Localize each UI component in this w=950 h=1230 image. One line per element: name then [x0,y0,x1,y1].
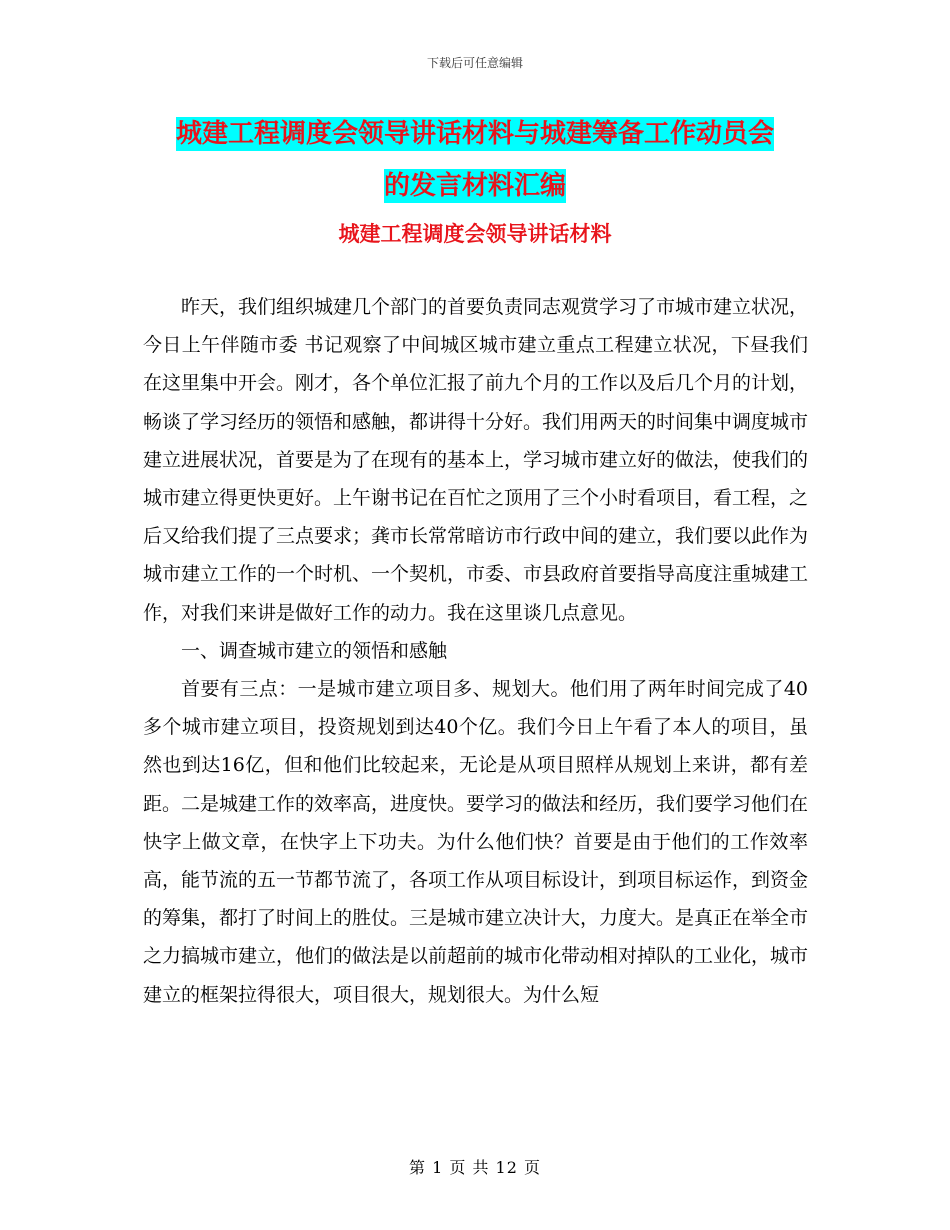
paragraph-1: 昨天，我们组织城建几个部门的首要负责同志观赏学习了市城市建立状况，今日上午伴随市委 书记观察了中间城区城市建立重点工程建立状况，下昼我们在这里集中开会。刚才，各个单位汇报了前九个月的工作以及后几个月的计划，畅谈了学习经历的领悟和感触，都讲得十分好。我们用两天的时间集中调度城市建立进展状况，首要是为了在现有的基本上，学习城市建立好的做法，使我们的城市建立得更快更好。上午谢书记在百忙之顶用了三个小时看项目，看工程，之后又给我们提了三点要求；龚市长常常暗访市行政中间的建立，我们要以此作为城市建立工作的一个时机、一个契机，市委、市县政府首要指导高度注重城建工作，对我们来讲是做好工作的动力。我在这里谈几点意见。 [143,296,809,624]
paragraph-2-heading: 一、调查城市建立的领悟和感触 [181,639,448,662]
page-number-footer: 第 1 页 共 12 页 [409,1158,541,1177]
body-text [143,288,808,1014]
document-title [145,108,805,212]
document-title-line-1: 城建工程调度会领导讲话材料与城建筹备工作动员会 [175,119,774,149]
document-title-line-2: 的发言材料汇编 [383,171,566,201]
section-title: 城建工程调度会领导讲话材料 [338,222,612,246]
paragraph-3: 首要有三点：一是城市建立项目多、规划大。他们用了两年时间完成了40多个城市建立项目，投资规划到达40个亿。我们今日上午看了本人的项目，虽然也到达16亿，但和他们比较起来，无论是从项目照样从规划上来讲，都有差距。二是城建工作的效率高，进度快。要学习的做法和经历，我们要学习他们在快字上做文章，在快字上下功夫。为什么他们快？首要是由于他们的工作效率高，能节流的五一节都节流了，各项工作从项目标设计，到项目标运作，到资金的筹集，都打了时间上的胜仗。三是城市建立决计大，力度大。是真正在举全市之力搞城市建立，他们的做法是以前超前的城市化带动相对掉队的工业化，城市建立的框架拉得很大，项目很大，规划很大。为什么短 [143,678,809,1006]
page-header-note: 下载后可任意编辑 [426,56,523,70]
